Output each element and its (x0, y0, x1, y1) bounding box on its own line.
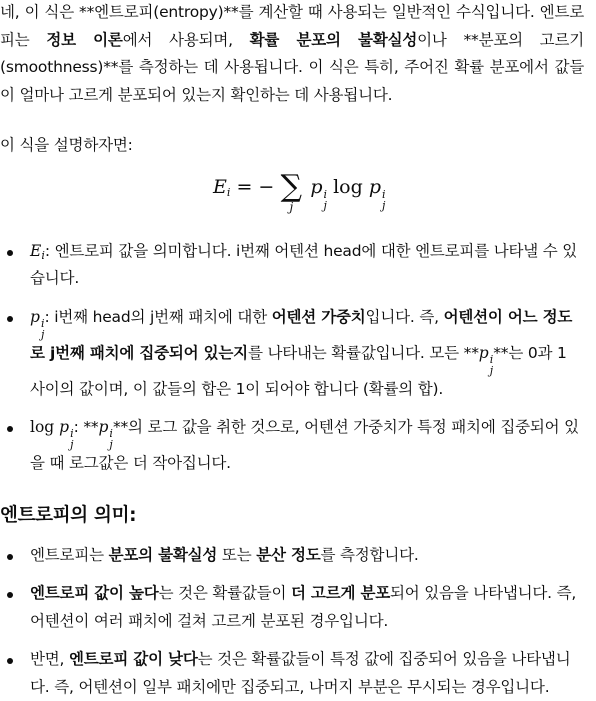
definition-pji-bold-2: 어텐션이 어느 정도로 j번째 패치에 집중되어 있는지 (30, 308, 572, 362)
meaning-1-text-3: 를 측정합니다. (321, 546, 419, 564)
symbol-ei (30, 242, 45, 260)
meaning-item-high-entropy (0, 580, 584, 635)
symbol-pji-base: p (30, 308, 40, 326)
bullet-dot (7, 554, 13, 560)
bullet-dot (7, 250, 13, 256)
definition-pji-bold-1: 어텐션 가중치 (272, 308, 366, 326)
intro-bold-2: 확률 분포의 불확실성 (250, 31, 417, 49)
formula-equals-minus: = − (236, 176, 274, 198)
formula-p-subscript: j (324, 200, 328, 211)
meaning-1-bold-2: 분산 정도 (256, 546, 320, 564)
formula-line (213, 172, 386, 211)
meaning-2-text-2: 되어 있음을 나타냅니다. 즉, 어텐션이 여러 패치에 걸쳐 고르게 분포된 경우입니다. (30, 584, 576, 630)
bullet-dot (7, 658, 13, 664)
symbol-ei-subscript: i (41, 249, 45, 262)
definition-logpji-text-2: **의 로그 값을 취한 것으로, 어텐션 가중치가 특정 패치에 집중되어 있을 때 로그값은 더 작아집니다. (30, 418, 579, 472)
meaning-2-bold-1: 엔트로피 값이 높다 (30, 584, 159, 602)
symbol-pji-superscript: i (41, 318, 45, 329)
entropy-formula (0, 172, 584, 222)
symbol-pji-subscript: j (41, 329, 45, 340)
formula-p-superscript: i (324, 189, 328, 200)
definition-item-ei (0, 238, 584, 293)
formula-p: p (310, 176, 322, 198)
formula-log-p: p (369, 176, 381, 198)
definition-pji-text-3: 를 나타내는 확률값입니다. 모든 ** (248, 344, 479, 362)
formula-lhs-subscript: i (227, 186, 231, 199)
summation-index: j (276, 200, 306, 214)
meaning-2-text-1: 는 것은 확률값들이 (159, 584, 291, 602)
intro-text-2: 에서 사용되며, (123, 31, 250, 49)
definition-list (0, 238, 584, 478)
bullet-dot (7, 592, 13, 598)
meaning-3-bold-1: 엔트로피 값이 낮다 (69, 650, 198, 668)
meaning-1-text-1: 엔트로피는 (30, 546, 109, 564)
formula-lhs: E (213, 176, 227, 198)
meaning-list (0, 542, 584, 701)
definition-logpji-text-1: : ** (74, 418, 99, 436)
intro-text-1: 네, 이 식은 **엔트로피(entropy)**를 계산할 때 사용되는 일반적인 수식입니다. 엔트로피는 (0, 3, 584, 49)
symbol-logpji-inline-subscript: j (109, 439, 113, 450)
definition-pji-text-2: 입니다. 즉, (366, 308, 444, 326)
meaning-item-low-entropy (0, 646, 584, 701)
meaning-item-uncertainty (0, 542, 584, 570)
symbol-ei-base: E (30, 242, 41, 260)
formula-log: log (333, 176, 363, 198)
bullet-dot (7, 426, 13, 432)
intro-bold-1: 정보 이론 (46, 31, 122, 49)
definition-ei-text: : 엔트로피 값을 의미합니다. i번째 어텐션 head에 대한 엔트로피를 나타낼 수 있습니다. (30, 242, 577, 288)
meaning-2-bold-2: 더 고르게 분포 (291, 584, 390, 602)
symbol-logpji (30, 418, 74, 436)
symbol-logpji-subscript: j (70, 439, 74, 450)
symbol-pji-inline-base: p (479, 344, 489, 362)
formula-log-p-scripts (382, 189, 386, 211)
lead-paragraph: 이 식을 설명하자면: (0, 132, 584, 160)
symbol-logpji-inline (98, 418, 112, 436)
definition-item-pji (0, 304, 584, 404)
symbol-logpji-inline-base: p (98, 418, 108, 436)
formula-log-p-subscript: j (382, 200, 386, 211)
summation-symbol (276, 172, 306, 205)
symbol-logpji-superscript: i (70, 428, 74, 439)
intro-paragraph (0, 0, 584, 109)
meaning-1-text-2: 또는 (217, 546, 256, 564)
symbol-logpji-base: p (59, 418, 69, 436)
sigma-glyph: ∑ (281, 169, 302, 204)
symbol-pji-inline-subscript: j (490, 365, 494, 376)
symbol-log: log (30, 418, 54, 436)
meaning-3-text-2: 는 것은 확률값들이 특정 값에 집중되어 있음을 나타냅니다. 즉, 어텐션이 일부 패치에만 집중되고, 나머지 부분은 무시되는 경우입니다. (30, 650, 570, 696)
intro-text-3: 이나 **분포의 고르기(smoothness)**를 측정하는 데 사용됩니다. 이 식은 특히, 주어진 확률 분포에서 값들이 얼마나 고르게 분포되어 있는지 확인하는 데 사용됩니다. (0, 31, 584, 104)
symbol-pji-inline (479, 344, 493, 362)
symbol-pji-inline-superscript: i (490, 354, 494, 365)
definition-pji-text-1: : i번째 head의 j번째 패치에 대한 (44, 308, 271, 326)
meaning-1-bold-1: 분포의 불확실성 (109, 546, 218, 564)
definition-item-logpji (0, 414, 584, 478)
symbol-pji (30, 308, 44, 326)
meaning-3-text-1: 반면, (30, 650, 69, 668)
formula-log-p-superscript: i (382, 189, 386, 200)
symbol-logpji-inline-superscript: i (109, 428, 113, 439)
formula-p-scripts (324, 189, 328, 211)
bullet-dot (7, 316, 13, 322)
section-heading: 엔트로피의 의미: (0, 502, 584, 530)
definition-pji-text-4: **는 0과 1 사이의 값이며, 이 값들의 합은 1이 되어야 합니다 (확률의 합). (30, 344, 567, 398)
